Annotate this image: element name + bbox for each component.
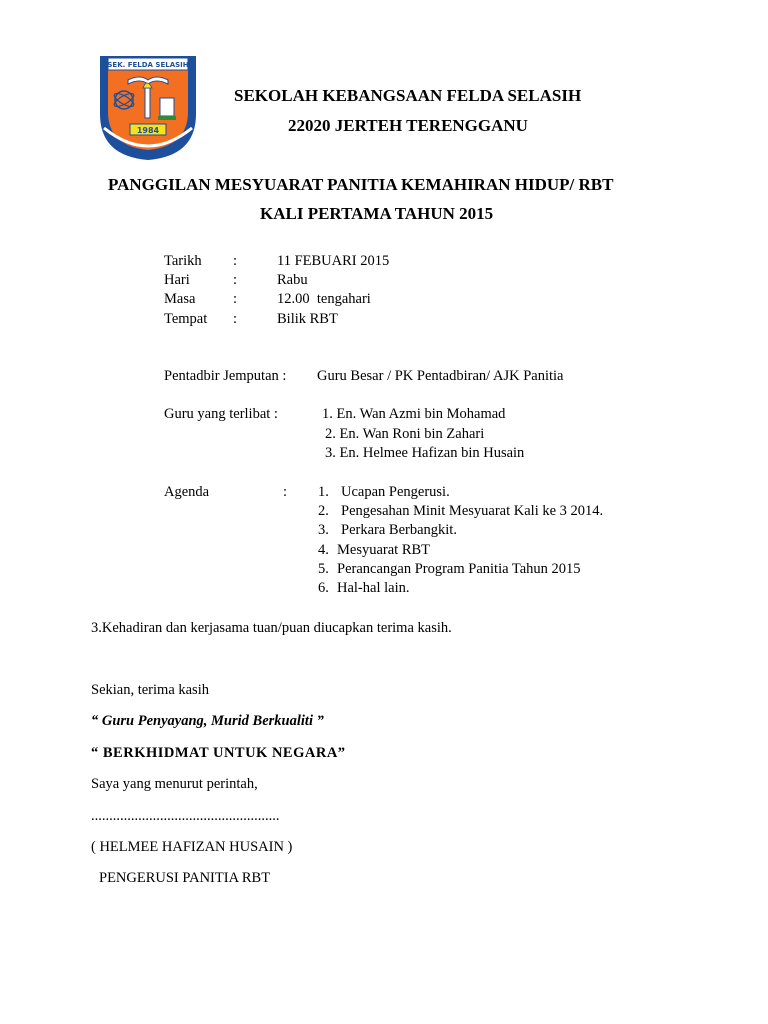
invitation-value: Guru Besar / PK Pentadbiran/ AJK Panitia: [317, 368, 564, 384]
agenda-item-text: Mesyuarat RBT: [337, 542, 431, 558]
teacher-item: 2. En. Wan Roni bin Zahari: [325, 426, 485, 442]
crest-banner-text: SEK. FELDA SELASIH: [107, 61, 189, 69]
agenda-item-number: 1.: [318, 484, 329, 500]
thanks-paragraph: 3.Kehadiran dan kerjasama tuan/puan diucapkan terima kasih.: [91, 620, 452, 636]
detail-value: 12.00 tengahari: [277, 291, 371, 307]
motto-line-2: “ BERKHIDMAT UNTUK NEGARA”: [91, 745, 346, 761]
detail-label: Tarikh: [164, 253, 202, 269]
agenda-item-text: Ucapan Pengerusi.: [341, 484, 450, 500]
motto-line-1: “ Guru Penyayang, Murid Berkualiti ”: [91, 713, 324, 729]
signatory-position: PENGERUSI PANITIA RBT: [99, 870, 271, 886]
agenda-label: Agenda: [164, 484, 210, 500]
teacher-item: 1. En. Wan Azmi bin Mohamad: [322, 406, 506, 422]
agenda-item-number: 6.: [318, 580, 329, 596]
detail-sep: :: [233, 291, 238, 307]
agenda-item-number: 2.: [318, 503, 329, 519]
crest-torch-icon: [145, 88, 150, 118]
teachers-label: Guru yang terlibat :: [164, 406, 278, 422]
agenda-item-text: Perancangan Program Panitia Tahun 2015: [337, 561, 581, 577]
school-crest-logo: [94, 52, 202, 162]
signature-dots: ....................................................: [91, 808, 280, 824]
agenda-item-text: Hal-hal lain.: [337, 580, 410, 596]
detail-value: Rabu: [277, 272, 308, 288]
detail-value: 11 FEBUARI 2015: [277, 253, 390, 269]
agenda-item-text: Perkara Berbangkit.: [341, 522, 457, 538]
signatory-name: ( HELMEE HAFIZAN HUSAIN ): [91, 839, 293, 855]
agenda-item-number: 3.: [318, 522, 329, 538]
crest-building-icon: [160, 98, 174, 116]
agenda-item-number: 5.: [318, 561, 329, 577]
teacher-item: 3. En. Helmee Hafizan bin Husain: [325, 445, 525, 461]
invitation-label: Pentadbir Jemputan :: [164, 368, 287, 384]
obey-line: Saya yang menurut perintah,: [91, 776, 258, 792]
school-name: SEKOLAH KEBANGSAAN FELDA SELASIH: [234, 86, 582, 105]
agenda-item-number: 4.: [318, 542, 329, 558]
detail-label: Hari: [164, 272, 190, 288]
agenda-sep: :: [283, 484, 288, 500]
detail-value: Bilik RBT: [277, 311, 338, 327]
detail-sep: :: [233, 253, 238, 269]
detail-sep: :: [233, 311, 238, 327]
school-address: 22020 JERTEH TERENGGANU: [288, 116, 528, 135]
crest-year-text: 1984: [136, 126, 160, 135]
agenda-item-text: Pengesahan Minit Mesyuarat Kali ke 3 2014.: [341, 503, 604, 519]
meeting-title-line2: KALI PERTAMA TAHUN 2015: [260, 204, 494, 223]
detail-sep: :: [233, 272, 238, 288]
detail-label: Masa: [164, 291, 196, 307]
meeting-title-line1: PANGGILAN MESYUARAT PANITIA KEMAHIRAN HIDUP/ RBT: [108, 175, 614, 194]
sekian-line: Sekian, terima kasih: [91, 682, 209, 698]
detail-label: Tempat: [164, 311, 208, 327]
